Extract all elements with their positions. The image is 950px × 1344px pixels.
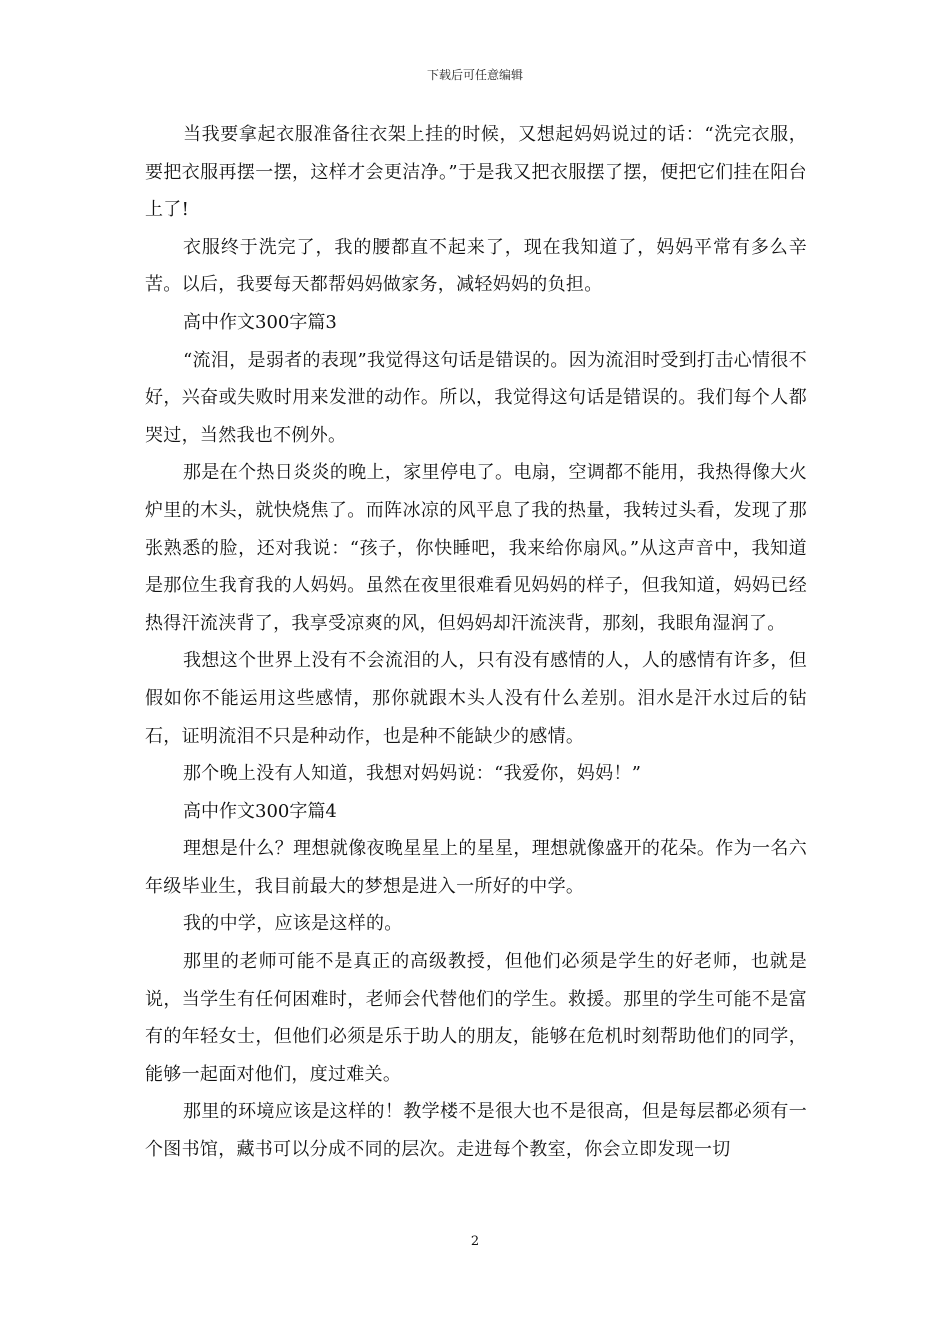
section-heading: 高中作文300字篇4	[183, 800, 337, 822]
paragraph: 那里的环境应该是这样的！教学楼不是很大也不是很高，但是每层都必须有一个图书馆，藏书可以分成不同的层次。走进每个教室，你会立即发现一切	[145, 1101, 807, 1161]
paragraph: 那个晚上没有人知道，我想对妈妈说：“我爱你，妈妈！”	[183, 763, 642, 785]
document-body	[145, 116, 807, 1169]
paragraph: 我的中学，应该是这样的。	[183, 913, 403, 935]
paragraph: 理想是什么？理想就像夜晚星星上的星星，理想就像盛开的花朵。作为一名六年级毕业生，我目前最大的梦想是进入一所好的中学。	[145, 838, 807, 897]
section-heading: 高中作文300字篇3	[183, 311, 337, 333]
paragraph: 我想这个世界上没有不会流泪的人，只有没有感情的人，人的感情有许多，但假如你不能运用这些感情，那你就跟木头人没有什么差别。泪水是汗水过后的钻石，证明流泪不只是种动作，也是种不能缺少的感情。	[145, 650, 807, 747]
paragraph: 衣服终于洗完了，我的腰都直不起来了，现在我知道了，妈妈平常有多么辛苦。以后，我要每天都帮妈妈做家务，减轻妈妈的负担。	[145, 236, 807, 296]
paragraph: 那是在个热日炎炎的晚上，家里停电了。电扇，空调都不能用，我热得像大火炉里的木头，就快烧焦了。而阵冰凉的风平息了我的热量，我转过头看，发现了那张熟悉的脸，还对我说：“孩子，你快睡吧，我来给你扇风。”从这声音中，我知道是那位生我育我的人妈妈。虽然在夜里很难看见妈妈的样子，但我知道，妈妈已经热得汗流浃背了，我享受凉爽的风，但妈妈却汗流浃背，那刻，我眼角湿润了。	[145, 462, 807, 634]
page-number: 2	[470, 1234, 480, 1249]
paragraph: “流泪，是弱者的表现”我觉得这句话是错误的。因为流泪时受到打击心情很不好，兴奋或失败时用来发泄的动作。所以，我觉得这句话是错误的。我们每个人都哭过，当然我也不例外。	[145, 349, 807, 446]
paragraph: 当我要拿起衣服准备往衣架上挂的时候，又想起妈妈说过的话：“洗完衣服，要把衣服再摆一摆，这样才会更洁净。”于是我又把衣服摆了摆，便把它们挂在阳台上了!	[145, 124, 807, 221]
page-header: 下载后可任意编辑	[426, 68, 523, 82]
paragraph: 那里的老师可能不是真正的高级教授，但他们必须是学生的好老师，也就是说，当学生有任何困难时，老师会代替他们的学生。救援。那里的学生可能不是富有的年轻女士，但他们必须是乐于助人的朋友，能够在危机时刻帮助他们的同学，能够一起面对他们，度过难关。	[145, 951, 807, 1085]
